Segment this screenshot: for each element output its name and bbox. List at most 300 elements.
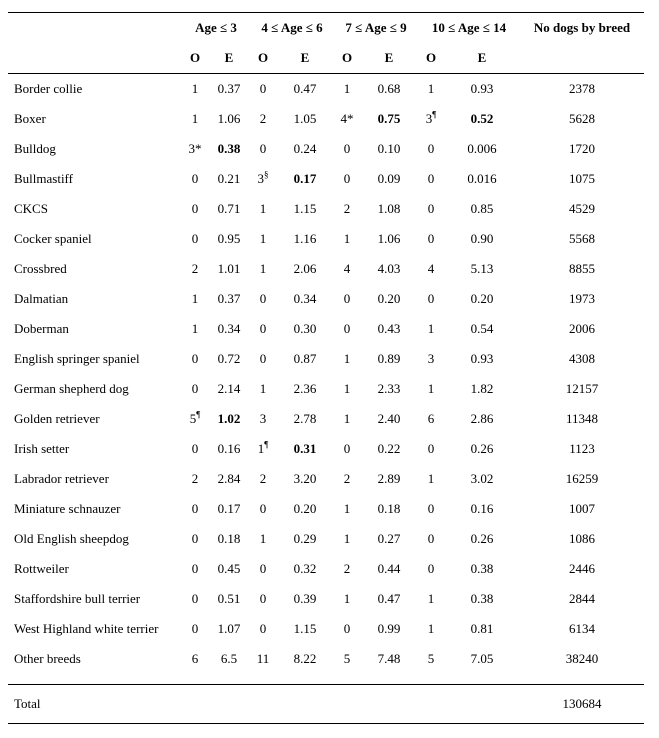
observed-cell xyxy=(418,74,444,105)
observed-cell xyxy=(250,134,276,164)
cell-value: 2 xyxy=(343,201,351,216)
cell-value: 3 xyxy=(425,111,433,126)
cell-value: 0 xyxy=(191,381,199,396)
cell-value: 1 xyxy=(259,261,267,276)
cell-value: 0 xyxy=(191,231,199,246)
expected-cell xyxy=(208,584,250,614)
observed-cell xyxy=(182,554,208,584)
observed-cell xyxy=(418,104,444,134)
breed-name: CKCS xyxy=(14,201,48,216)
cell-value: 3 xyxy=(427,351,435,366)
cell-value: 0.006 xyxy=(467,141,497,156)
cell-value: 0.17 xyxy=(293,171,317,186)
cell-value: 5 xyxy=(427,651,435,666)
cell-value: 2.33 xyxy=(377,381,401,396)
breed-count: 16259 xyxy=(565,471,599,486)
cell-value: 1 xyxy=(257,441,265,456)
breed-name: Cocker spaniel xyxy=(14,231,92,246)
observed-cell xyxy=(418,404,444,434)
cell-value: 0.24 xyxy=(293,141,317,156)
expected-cell xyxy=(444,314,520,344)
observed-cell xyxy=(334,284,360,314)
observed-cell xyxy=(182,374,208,404)
breed-count: 2378 xyxy=(569,81,596,96)
observed-cell xyxy=(334,74,360,105)
expected-cell xyxy=(276,524,334,554)
age-group-header-3: 7 ≤ Age ≤ 9 xyxy=(334,13,418,44)
cell-value: 0.44 xyxy=(377,561,401,576)
cell-value: 0.81 xyxy=(470,621,494,636)
breed-name: English springer spaniel xyxy=(14,351,140,366)
cell-value: 0 xyxy=(191,561,199,576)
expected-cell xyxy=(276,164,334,194)
cell-value: 0 xyxy=(343,171,351,186)
cell-value: 0 xyxy=(427,441,435,456)
expected-cell xyxy=(360,344,418,374)
expected-cell xyxy=(276,344,334,374)
breed-count: 1973 xyxy=(569,291,596,306)
cell-value: 0.37 xyxy=(217,81,241,96)
expected-cell xyxy=(208,284,250,314)
cell-value: 2 xyxy=(259,111,267,126)
expected-cell xyxy=(444,554,520,584)
expected-cell xyxy=(444,494,520,524)
expected-cell xyxy=(276,404,334,434)
breed-name: Other breeds xyxy=(14,651,81,666)
expected-cell xyxy=(208,74,250,105)
total-count: 130684 xyxy=(520,685,644,724)
cell-value: 0.20 xyxy=(470,291,494,306)
cell-value: 1.02 xyxy=(217,411,241,426)
observed-cell xyxy=(250,74,276,105)
cell-value: 0 xyxy=(427,171,435,186)
expected-cell xyxy=(360,194,418,224)
cell-value: 8.22 xyxy=(293,651,317,666)
breed-count: 5568 xyxy=(569,231,596,246)
cell-value: 4.03 xyxy=(377,261,401,276)
cell-value: 0.22 xyxy=(377,441,401,456)
cell-value: 0 xyxy=(343,441,351,456)
cell-value: 2.06 xyxy=(293,261,317,276)
observed-cell xyxy=(182,104,208,134)
observed-cell xyxy=(334,644,360,674)
observed-cell xyxy=(182,344,208,374)
breed-count: 12157 xyxy=(565,381,599,396)
cell-value: 0 xyxy=(259,321,267,336)
observed-cell xyxy=(182,434,208,464)
expected-cell xyxy=(276,494,334,524)
breed-name: Miniature schnauzer xyxy=(14,501,121,516)
observed-cell xyxy=(334,194,360,224)
observed-cell xyxy=(250,524,276,554)
observed-header: O xyxy=(334,43,360,74)
expected-cell xyxy=(444,584,520,614)
breed-count: 1086 xyxy=(569,531,596,546)
expected-cell xyxy=(360,284,418,314)
table-row xyxy=(8,464,644,494)
expected-cell xyxy=(276,104,334,134)
total-label: Total xyxy=(8,685,182,724)
table-row xyxy=(8,644,644,674)
expected-cell xyxy=(208,614,250,644)
expected-cell xyxy=(208,194,250,224)
cell-value: 0.10 xyxy=(377,141,401,156)
observed-cell xyxy=(418,224,444,254)
expected-cell xyxy=(276,134,334,164)
cell-value: 0.85 xyxy=(470,201,494,216)
expected-cell xyxy=(360,374,418,404)
cell-value: 0 xyxy=(259,621,267,636)
cell-value: 0.68 xyxy=(377,81,401,96)
expected-cell xyxy=(276,464,334,494)
cell-value: 1.06 xyxy=(377,231,401,246)
cell-value: 1 xyxy=(343,81,351,96)
breed-name: Old English sheepdog xyxy=(14,531,129,546)
observed-cell xyxy=(334,254,360,284)
breed-count: 38240 xyxy=(565,651,599,666)
cell-value: 0.16 xyxy=(217,441,241,456)
breed-count: 4529 xyxy=(569,201,596,216)
expected-cell xyxy=(360,254,418,284)
breed-count: 2844 xyxy=(569,591,596,606)
expected-cell xyxy=(276,554,334,584)
cell-value: 0 xyxy=(191,531,199,546)
expected-cell xyxy=(208,404,250,434)
cell-value: 1 xyxy=(427,321,435,336)
observed-cell xyxy=(182,584,208,614)
breed-name: Doberman xyxy=(14,321,69,336)
cell-value: 0.52 xyxy=(470,111,494,126)
observed-cell xyxy=(182,404,208,434)
cell-value: 0.39 xyxy=(293,591,317,606)
breed-name: Bulldog xyxy=(14,141,56,156)
expected-cell xyxy=(276,194,334,224)
expected-cell xyxy=(444,164,520,194)
expected-cell xyxy=(208,494,250,524)
expected-cell xyxy=(360,104,418,134)
expected-cell xyxy=(444,644,520,674)
observed-cell xyxy=(418,554,444,584)
cell-value: 1 xyxy=(427,81,435,96)
cell-value: 1 xyxy=(343,231,351,246)
observed-cell xyxy=(418,164,444,194)
observed-cell xyxy=(250,584,276,614)
cell-value: 0.09 xyxy=(377,171,401,186)
breed-name: Golden retriever xyxy=(14,411,100,426)
observed-cell xyxy=(182,224,208,254)
expected-cell xyxy=(360,644,418,674)
cell-value: 1 xyxy=(343,531,351,546)
cell-value: 0 xyxy=(427,231,435,246)
cell-value: 0 xyxy=(343,141,351,156)
expected-cell xyxy=(276,614,334,644)
table-row xyxy=(8,494,644,524)
cell-value: 0 xyxy=(427,561,435,576)
cell-value: 0 xyxy=(259,141,267,156)
expected-cell xyxy=(276,374,334,404)
breed-name: Bullmastiff xyxy=(14,171,73,186)
cell-value: 2 xyxy=(343,561,351,576)
observed-cell xyxy=(334,314,360,344)
breed-name: Crossbred xyxy=(14,261,67,276)
expected-cell xyxy=(360,614,418,644)
expected-cell xyxy=(360,554,418,584)
expected-cell xyxy=(208,254,250,284)
cell-value: 1 xyxy=(191,81,199,96)
cell-value: 0.26 xyxy=(470,531,494,546)
expected-cell xyxy=(276,284,334,314)
cell-value: 1.15 xyxy=(293,621,317,636)
expected-cell xyxy=(208,434,250,464)
expected-cell xyxy=(276,584,334,614)
expected-cell xyxy=(444,524,520,554)
expected-cell xyxy=(276,434,334,464)
table-row xyxy=(8,284,644,314)
cell-value: 0 xyxy=(343,321,351,336)
cell-value: 0.47 xyxy=(377,591,401,606)
expected-cell xyxy=(444,434,520,464)
breed-name: Labrador retriever xyxy=(14,471,109,486)
observed-cell xyxy=(250,404,276,434)
cell-value: 0.21 xyxy=(217,171,241,186)
breed-count: 1720 xyxy=(569,141,596,156)
observed-cell xyxy=(334,164,360,194)
expected-header: E xyxy=(360,43,418,74)
observed-cell xyxy=(334,224,360,254)
expected-cell xyxy=(360,584,418,614)
cell-value: 1 xyxy=(343,501,351,516)
observed-cell xyxy=(250,194,276,224)
observed-cell xyxy=(418,314,444,344)
cell-value: 0 xyxy=(343,621,351,636)
observed-cell xyxy=(182,254,208,284)
cell-value: 0.34 xyxy=(217,321,241,336)
observed-cell xyxy=(418,464,444,494)
cell-value: 1.16 xyxy=(293,231,317,246)
observed-cell xyxy=(182,644,208,674)
cell-value: 0.18 xyxy=(217,531,241,546)
breed-name: German shepherd dog xyxy=(14,381,129,396)
observed-cell xyxy=(334,524,360,554)
observed-cell xyxy=(334,344,360,374)
breed-count: 5628 xyxy=(569,111,596,126)
observed-cell xyxy=(250,614,276,644)
cell-value: 2.36 xyxy=(293,381,317,396)
cell-value: 1 xyxy=(343,381,351,396)
breed-count: 2006 xyxy=(569,321,596,336)
expected-cell xyxy=(208,224,250,254)
cell-value: 0.90 xyxy=(470,231,494,246)
cell-value: 0 xyxy=(191,501,199,516)
cell-value: 1 xyxy=(259,201,267,216)
cell-value: 2.89 xyxy=(377,471,401,486)
observed-cell xyxy=(418,284,444,314)
observed-cell xyxy=(182,494,208,524)
cell-value: 5 xyxy=(343,651,351,666)
observed-cell xyxy=(250,494,276,524)
cell-value: 2.40 xyxy=(377,411,401,426)
cell-value: 0.93 xyxy=(470,81,494,96)
cell-value: 0.72 xyxy=(217,351,241,366)
expected-header: E xyxy=(276,43,334,74)
cell-value: 0.71 xyxy=(217,201,241,216)
observed-cell xyxy=(334,494,360,524)
breed-count: 4308 xyxy=(569,351,596,366)
expected-header: E xyxy=(208,43,250,74)
cell-value: 0.31 xyxy=(293,441,317,456)
table-row xyxy=(8,554,644,584)
observed-cell xyxy=(418,254,444,284)
observed-cell xyxy=(250,164,276,194)
observed-cell xyxy=(250,644,276,674)
cell-value: 0.45 xyxy=(217,561,241,576)
cell-value: 1 xyxy=(427,381,435,396)
cell-value: 2.84 xyxy=(217,471,241,486)
observed-cell xyxy=(250,554,276,584)
observed-cell xyxy=(334,434,360,464)
cell-value: 1.05 xyxy=(293,111,317,126)
cell-value: 3 xyxy=(257,171,265,186)
table-row xyxy=(8,224,644,254)
observed-cell xyxy=(418,194,444,224)
breed-count: 11348 xyxy=(566,411,599,426)
cell-value: 2.78 xyxy=(293,411,317,426)
cell-value: 0.89 xyxy=(377,351,401,366)
table-row xyxy=(8,254,644,284)
breed-name: West Highland white terrier xyxy=(14,621,159,636)
table-footer xyxy=(8,674,644,724)
cell-value: 0 xyxy=(191,201,199,216)
cell-value: 0 xyxy=(427,501,435,516)
cell-value: 0.34 xyxy=(293,291,317,306)
observed-cell xyxy=(334,404,360,434)
observed-cell xyxy=(334,464,360,494)
observed-cell xyxy=(334,104,360,134)
age-group-header-2: 4 ≤ Age ≤ 6 xyxy=(250,13,334,44)
expected-header: E xyxy=(444,43,520,74)
observed-cell xyxy=(418,524,444,554)
observed-cell xyxy=(250,374,276,404)
expected-cell xyxy=(360,314,418,344)
breed-header xyxy=(8,13,182,44)
observed-cell xyxy=(182,314,208,344)
cell-value: 2.14 xyxy=(217,381,241,396)
cell-value: 4 xyxy=(427,261,435,276)
observed-cell xyxy=(334,614,360,644)
cell-value: 0.27 xyxy=(377,531,401,546)
expected-cell xyxy=(360,134,418,164)
table-row xyxy=(8,434,644,464)
cell-value: 3 xyxy=(259,411,267,426)
expected-cell xyxy=(360,224,418,254)
observed-cell xyxy=(250,224,276,254)
footnote-marker: ¶ xyxy=(264,439,269,450)
cell-value: 0.99 xyxy=(377,621,401,636)
cell-value: 1 xyxy=(259,531,267,546)
cell-value: 0.37 xyxy=(217,291,241,306)
expected-cell xyxy=(360,494,418,524)
breed-count: 1007 xyxy=(569,501,596,516)
expected-cell xyxy=(208,104,250,134)
cell-value: 5.13 xyxy=(470,261,494,276)
observed-header: O xyxy=(182,43,208,74)
cell-value: 0.95 xyxy=(217,231,241,246)
observed-cell xyxy=(334,374,360,404)
observed-cell xyxy=(334,584,360,614)
expected-cell xyxy=(444,614,520,644)
cell-value: 0.32 xyxy=(293,561,317,576)
table-row xyxy=(8,164,644,194)
cell-value: 1 xyxy=(191,321,199,336)
observed-cell xyxy=(418,494,444,524)
expected-cell xyxy=(444,374,520,404)
cell-value: 0.54 xyxy=(470,321,494,336)
observed-header: O xyxy=(250,43,276,74)
expected-cell xyxy=(360,164,418,194)
cell-value: 1 xyxy=(343,411,351,426)
cell-value: 0.29 xyxy=(293,531,317,546)
cell-value: 0 xyxy=(427,531,435,546)
total-row xyxy=(8,685,644,724)
observed-cell xyxy=(182,284,208,314)
observed-cell xyxy=(182,464,208,494)
observed-cell xyxy=(418,344,444,374)
observed-cell xyxy=(250,104,276,134)
cell-value: 3.02 xyxy=(470,471,494,486)
table-row xyxy=(8,584,644,614)
cell-value: 3* xyxy=(188,141,202,156)
observed-cell xyxy=(418,584,444,614)
table-row xyxy=(8,404,644,434)
table-body xyxy=(8,74,644,675)
expected-cell xyxy=(276,74,334,105)
observed-cell xyxy=(250,314,276,344)
expected-cell xyxy=(444,104,520,134)
expected-cell xyxy=(208,644,250,674)
cell-value: 0 xyxy=(427,291,435,306)
breed-count: 1075 xyxy=(569,171,596,186)
cell-value: 0.38 xyxy=(217,141,241,156)
breed-name: Staffordshire bull terrier xyxy=(14,591,141,606)
observed-cell xyxy=(250,464,276,494)
expected-cell xyxy=(276,314,334,344)
cell-value: 0 xyxy=(191,591,199,606)
observed-cell xyxy=(250,284,276,314)
cell-value: 1.82 xyxy=(470,381,494,396)
observed-cell xyxy=(182,164,208,194)
breed-count: 2446 xyxy=(569,561,596,576)
observed-cell xyxy=(182,194,208,224)
expected-cell xyxy=(276,644,334,674)
expected-cell xyxy=(208,524,250,554)
expected-cell xyxy=(208,554,250,584)
expected-cell xyxy=(208,464,250,494)
breed-count: 6134 xyxy=(569,621,596,636)
cell-value: 1 xyxy=(427,621,435,636)
breed-count: 8855 xyxy=(569,261,596,276)
cell-value: 0.30 xyxy=(293,321,317,336)
cell-value: 0.93 xyxy=(470,351,494,366)
observed-cell xyxy=(182,614,208,644)
expected-cell xyxy=(208,134,250,164)
cell-value: 4 xyxy=(343,261,351,276)
cell-value: 2 xyxy=(191,471,199,486)
breed-name: Irish setter xyxy=(14,441,70,456)
breed-name: Boxer xyxy=(14,111,46,126)
observed-cell xyxy=(418,614,444,644)
cell-value: 0 xyxy=(259,81,267,96)
observed-cell xyxy=(250,254,276,284)
